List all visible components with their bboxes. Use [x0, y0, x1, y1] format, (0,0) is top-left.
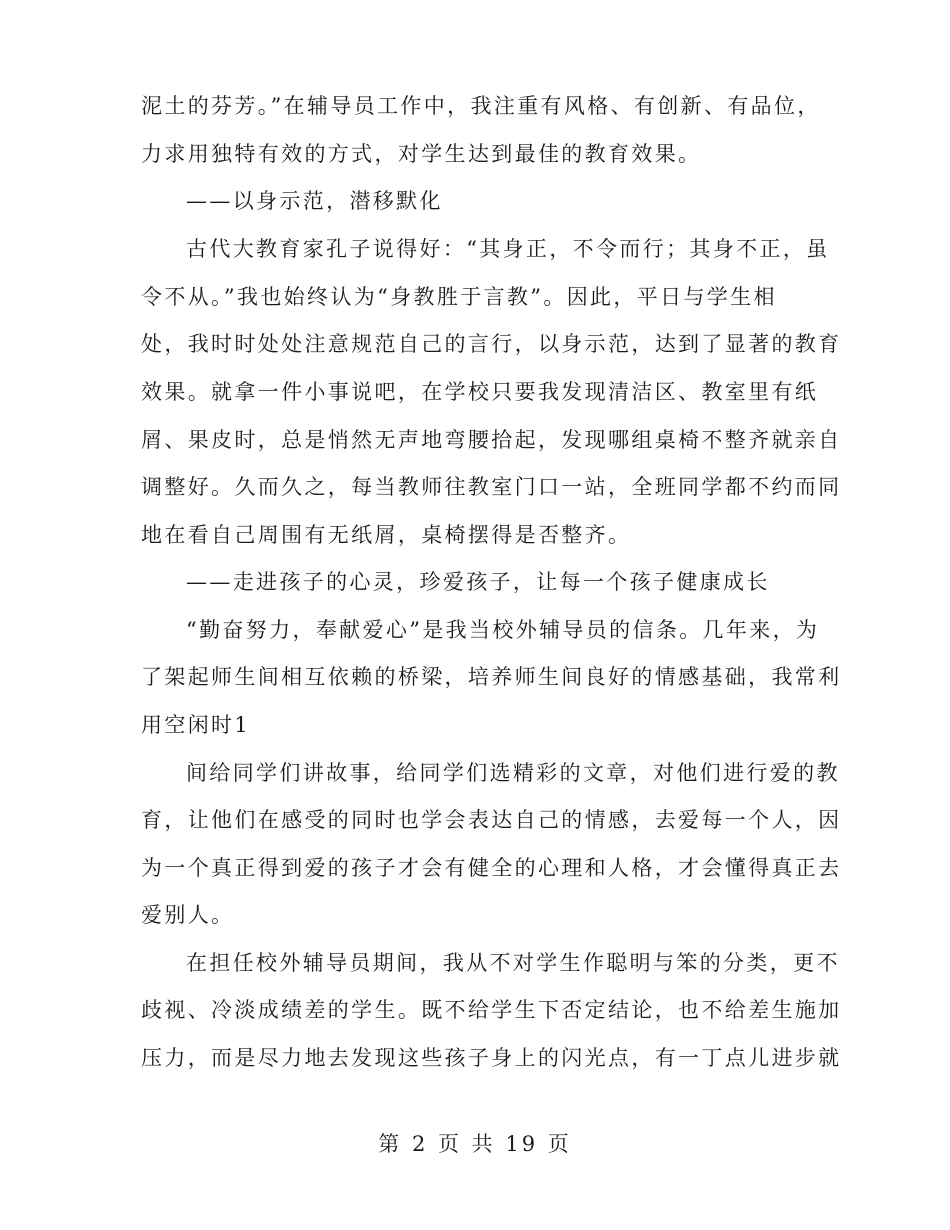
body-text-line: 了架起师生间相互依赖的桥梁，培养师生间良好的情感基础，我常利 [141, 665, 842, 689]
paragraph-first-line: 间给同学们讲故事，给同学们选精彩的文章，对他们进行爱的教 [186, 761, 840, 785]
paragraph-first-line: 古代大教育家孔子说得好：“其身正，不令而行；其身不正，虽 [186, 237, 830, 261]
body-text-line: 歧视、冷淡成绩差的学生。既不给学生下否定结论，也不给差生施加 [141, 998, 842, 1022]
section-heading: ——以身示范，潜移默化 [186, 189, 443, 213]
paragraph-first-line: “勤奋努力，奉献爱心”是我当校外辅导员的信条。几年来，为 [186, 618, 820, 642]
section-heading: ——走进孩子的心灵，珍爱孩子，让每一个孩子健康成长 [186, 570, 770, 594]
body-text-line: 为一个真正得到爱的孩子才会有健全的心理和人格，才会懂得真正去 [141, 856, 842, 880]
body-text-line: 力求用独特有效的方式，对学生达到最佳的教育效果。 [141, 142, 702, 166]
body-text-line: 爱别人。 [141, 903, 235, 927]
body-text-line: 调整好。久而久之，每当教师往教室门口一站，全班同学都不约而同 [141, 475, 842, 499]
body-text-line: 效果。就拿一件小事说吧，在学校只要我发现清洁区、教室里有纸 [141, 380, 819, 404]
body-text-line: 育，让他们在感受的同时也学会表达自己的情感，去爱每一个人，因 [141, 808, 842, 832]
body-text-line: 令不从。”我也始终认为“身教胜于言教”。因此，平日与学生相 [141, 285, 777, 309]
body-text-line: 屑、果皮时，总是悄然无声地弯腰拾起，发现哪组桌椅不整齐就亲自 [141, 428, 842, 452]
page-number-footer: 第 2 页 共 19 页 [378, 1132, 572, 1156]
body-text-line: 地在看自己周围有无纸屑，桌椅摆得是否整齐。 [141, 523, 632, 547]
body-text-line: 用空闲时1 [141, 713, 251, 737]
paragraph-first-line: 在担任校外辅导员期间，我从不对学生作聪明与笨的分类，更不 [186, 951, 840, 975]
body-text-line: 泥土的芬芳。”在辅导员工作中，我注重有风格、有创新、有品位， [141, 94, 821, 118]
body-text-line: 压力，而是尽力地去发现这些孩子身上的闪光点，有一丁点儿进步就 [141, 1046, 842, 1070]
body-text-line: 处，我时时处处注意规范自己的言行，以身示范，达到了显著的教育 [141, 332, 842, 356]
